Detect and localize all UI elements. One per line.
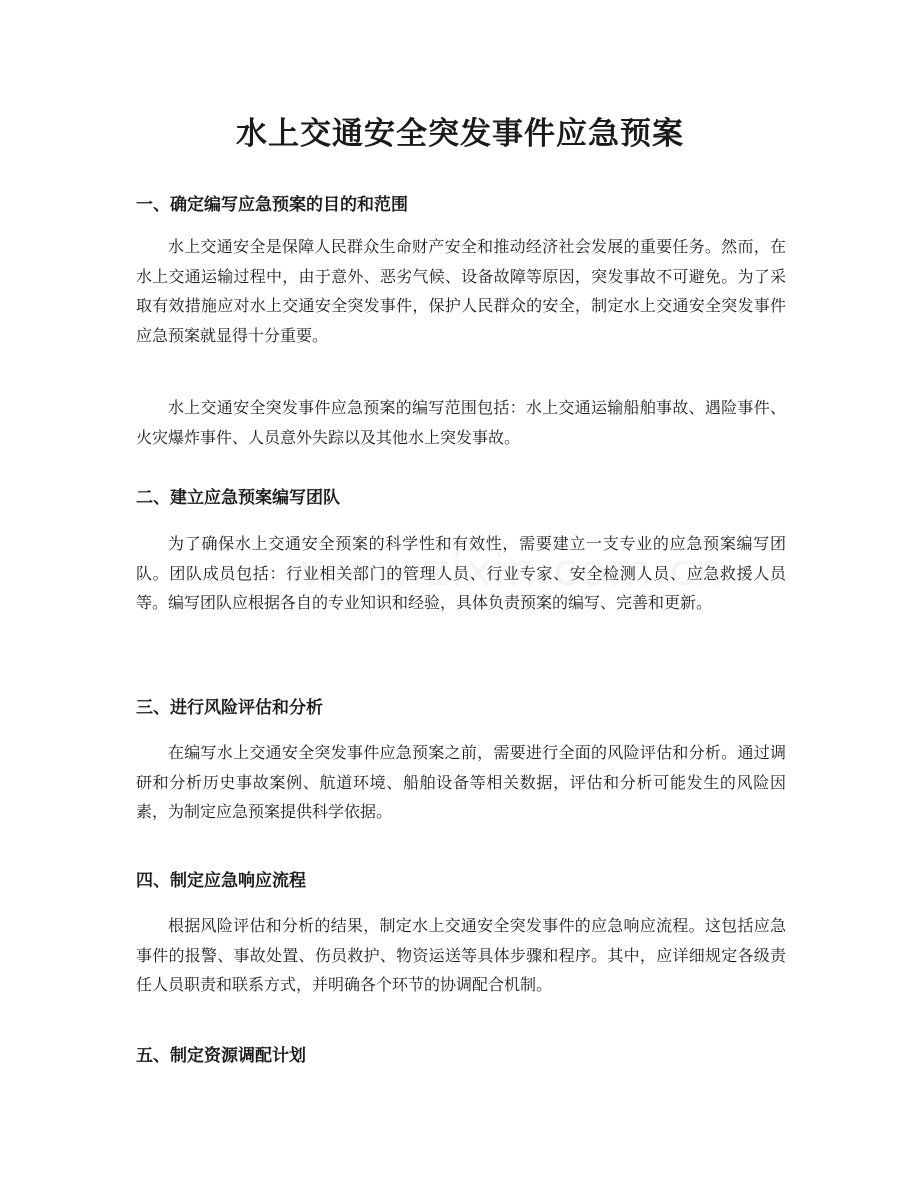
document-title: 水上交通安全突发事件应急预案 [236, 116, 684, 152]
section-heading-2: 二、建立应急预案编写团队 [136, 488, 340, 508]
section-1-paragraph-2: 水上交通安全突发事件应急预案的编写范围包括：水上交通运输船舶事故、遇险事件、火灾爆炸事件、人员意外失踪以及其他水上突发事故。 [136, 398, 786, 447]
section-3-paragraph-1: 在编写水上交通安全突发事件应急预案之前，需要进行全面的风险评估和分析。通过调研和分析历史事故案例、航道环境、船舶设备等相关数据，评估和分析可能发生的风险因素，为制定应急预案提供科学依据。 [136, 743, 786, 821]
section-2-paragraph-1: 为了确保水上交通安全预案的科学性和有效性，需要建立一支专业的应急预案编写团队。团队成员包括：行业相关部门的管理人员、行业专家、安全检测人员、应急救援人员等。编写团队应根据各自的专业知识和经验，具体负责预案的编写、完善和更新。 [136, 534, 786, 612]
section-heading-1: 一、确定编写应急预案的目的和范围 [136, 195, 408, 215]
section-heading-3: 三、进行风险评估和分析 [136, 698, 323, 718]
section-heading-4: 四、制定应急响应流程 [136, 871, 306, 891]
section-1-paragraph-1: 水上交通安全是保障人民群众生命财产安全和推动经济社会发展的重要任务。然而，在水上交通运输过程中，由于意外、恶劣气候、设备故障等原因，突发事故不可避免。为了采取有效措施应对水上交通安全突发事件，保护人民群众的安全，制定水上交通安全突发事件应急预案就显得十分重要。 [136, 237, 786, 345]
section-4-paragraph-1: 根据风险评估和分析的结果，制定水上交通安全突发事件的应急响应流程。这包括应急事件的报警、事故处置、伤员救护、物资运送等具体步骤和程序。其中，应详细规定各级责任人员职责和联系方式，并明确各个环节的协调配合机制。 [136, 916, 786, 994]
section-heading-5: 五、制定资源调配计划 [136, 1046, 306, 1066]
